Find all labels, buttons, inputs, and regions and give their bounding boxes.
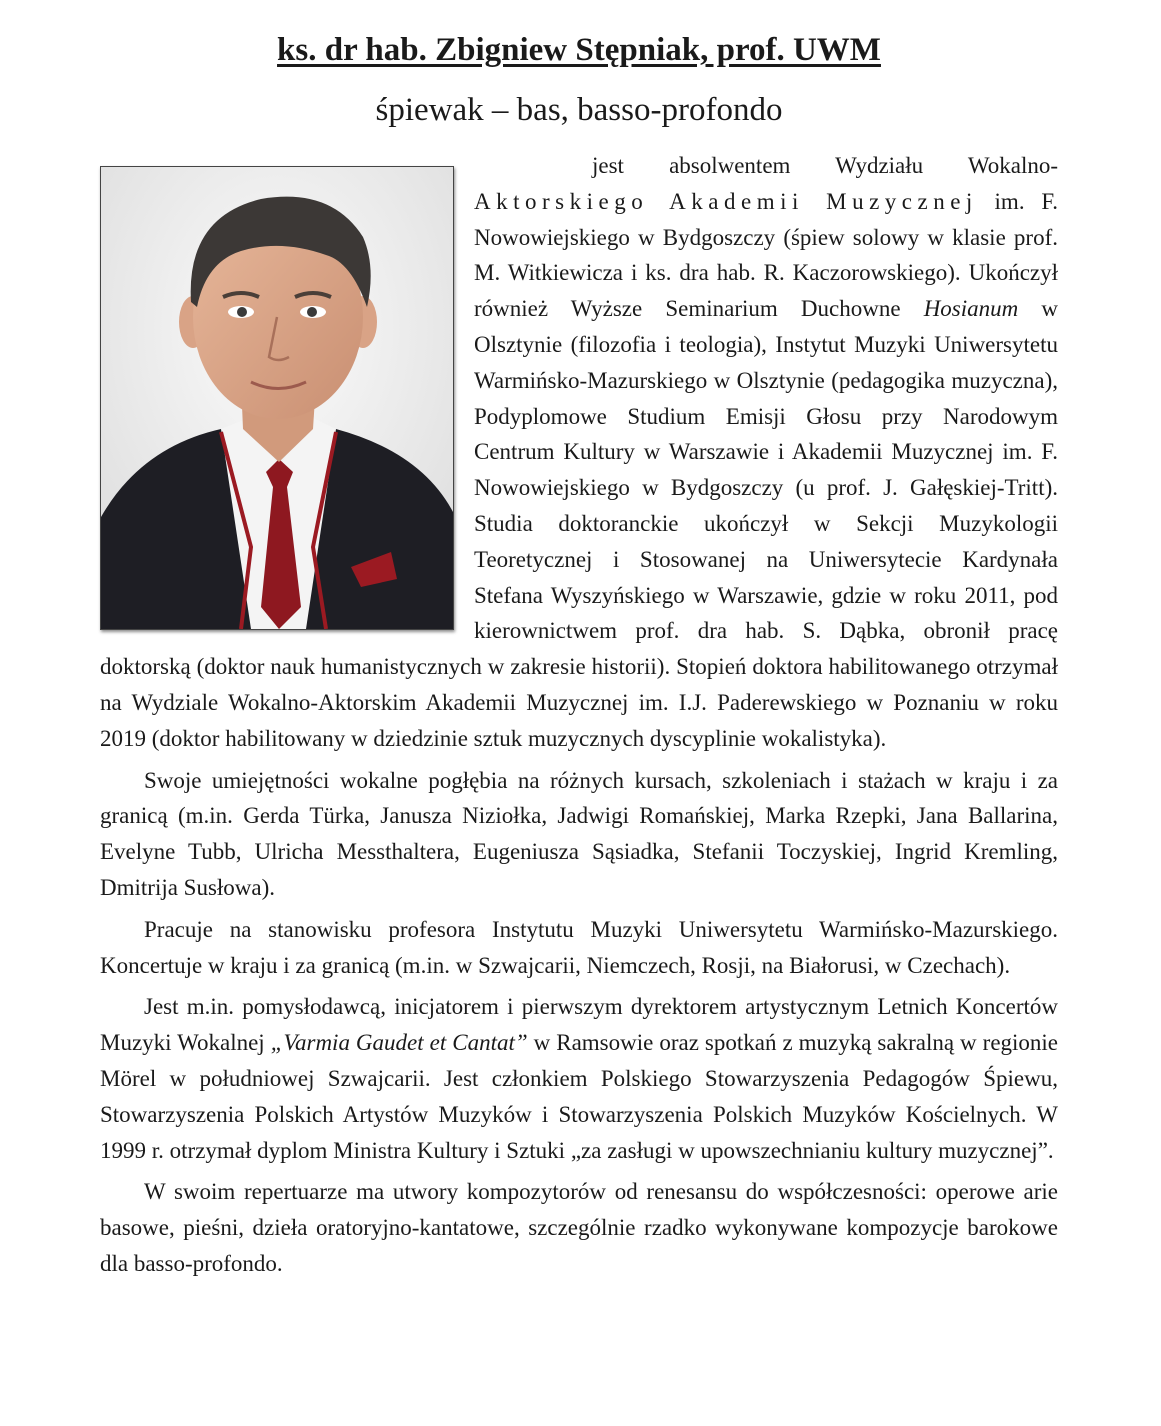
bio-p1-italic: Hosianum xyxy=(923,296,1019,322)
bio-p4-part-a: Jest m.in. pomysłodawcą, inicjatorem i pierwszym dyrektorem artystycznym Letnich Koncertów Muzyki Wokalnej xyxy=(100,994,1058,1056)
bio-paragraph-2: Swoje umiejętności wokalne pogłębia na różnych kursach, szkoleniach i stażach w kraju i za granicą (m.in. Gerda Türka, Janusza Niziołka, Jadwigi Romańskiej, Marka Rzepki, Jana Ballarina, Evelyne Tubb, Ulricha Messthaltera, Eugeniusza Sąsiadka, Stefanii Toczyskiej, Ingrid Kremling, Dmitrija Susłowa). xyxy=(100,767,1058,900)
watermark-fade xyxy=(925,1305,1055,1335)
biography-text xyxy=(100,148,1058,1282)
page-subtitle: śpiewak – bas, basso-profondo xyxy=(375,92,783,128)
bio-p1-spaced: Aktorskiego Akademii Muzycznej xyxy=(474,188,978,214)
page-title: ks. dr hab. Zbigniew Stępniak, prof. UWM xyxy=(277,32,881,68)
bio-p4-part-b: w Ramsowie oraz spotkań z muzyką sakralną w regionie Mörel w południowej Szwajcarii. Jest członkiem Polskiego Stowarzyszenia Pedagogów Śpiewu, Stowarzyszenia Polskich Artystów Muzyków i Stowarzyszenia Polskich Muzyków Kościelnych. W 1999 r. otrzymał dyplom Ministra Kultury i Sztuki „za zasługi w upowszechnianiu kultury muzycznej”. xyxy=(100,1030,1059,1163)
bio-paragraph-5: W swoim repertuarze ma utwory kompozytorów od renesansu do współczesności: operowe arie basowe, pieśni, dzieła oratoryjno-kantatowe, szczególnie rzadko wykonywane kompozycje barokowe dla basso-profondo. xyxy=(100,1179,1058,1276)
bio-p1-part-d: w Olsztynie (filozofia i teologia), Instytut Muzyki Uniwersytetu Warmińsko-Mazurskiego w Olsztynie (pedagogika muzyczna), Podyplomowe Studium Emisji Głosu przy Narodowym Centrum Kultury w Warszawie i Akademii Muzycznej im. F. Nowowiejskiego w Bydgoszczy (u prof. J. Gałęskiej-Tritt). Studia doktoranckie ukończył w Sekcji Muzykologii Teoretycznej i Stosowanej na Uniwersytecie Kardynała Stefana Wyszyńskiego w Warszawie, gdzie w roku 2011, pod kierownictwem prof. dra hab. S. Dąbka, obronił pracę doktorską (doktor nauk humanistycznych w zakresie historii). Stopień doktora habilitowanego otrzymał na Wydziale Wokalno-Aktorskim Akademii Muzycznej im. I.J. Paderewskiego w Poznaniu w roku 2019 (doktor habilitowany w dziedzinie sztuk muzycznych dyscyplinie wokalistyka). xyxy=(100,296,1059,751)
bio-paragraph-3: Pracuje na stanowisku profesora Instytutu Muzyki Uniwersytetu Warmińsko-Mazurskiego. Koncertuje w kraju i za granicą (m.in. w Szwajcarii, Niemczech, Rosji, na Białorusi, w Czechach). xyxy=(100,916,1058,978)
bio-p1-start: jest absolwentem Wydziału Wokalno- xyxy=(592,153,1058,178)
bio-p4-italic: „Varmia Gaudet et Cantat” xyxy=(270,1030,528,1056)
portrait-photo xyxy=(100,166,454,630)
bio-p1-part-c: im. F. Nowowiejskiego w Bydgoszczy (śpiew solowy w klasie prof. M. Witkiewicza i ks. dra hab. R. Kaczorowskiego). Ukończył również Wyższe Seminarium Duchowne xyxy=(474,188,1059,322)
